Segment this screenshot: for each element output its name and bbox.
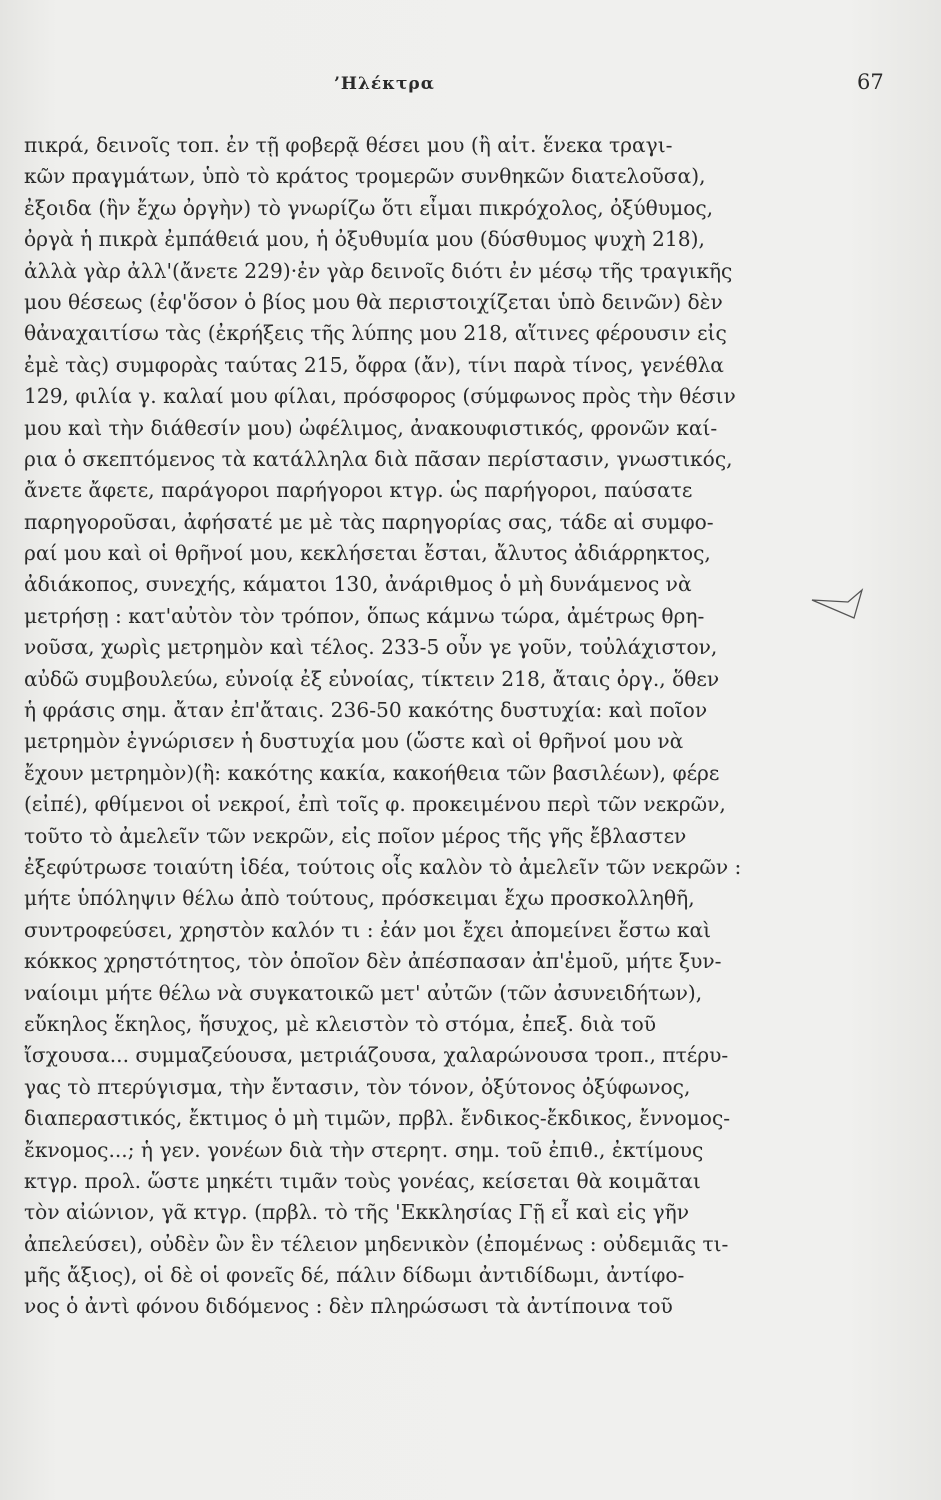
text-line: ἴσχουσα... συμμαζεύουσα, μετριάζουσα, χαλαρώνουσα τροπ., πτέρυ- — [24, 1043, 729, 1068]
text-line: (εἰπέ), φθίμενοι οἱ νεκροί, ἐπὶ τοῖς φ. προκειμένου περὶ τῶν νεκρῶν, — [24, 792, 726, 817]
text-line: ραί μου καὶ οἱ θρῆνοί μου, κεκλήσεται ἔσται, ἄλυτος ἀδιάρρηκτος, — [24, 541, 711, 566]
text-line: συντροφεύσει, χρηστὸν καλόν τι : ἐάν μοι ἔχει ἀπομείνει ἔστω καὶ — [24, 917, 712, 942]
text-line: ναίοιμι μήτε θέλω νὰ συγκατοικῶ μετ' αὐτῶν (τῶν ἀσυνειδήτων), — [24, 980, 703, 1005]
text-line: μήτε ὑπόληψιν θέλω ἀπὸ τούτους, πρόσκειμαι ἔχω προσκολληθῆ, — [24, 886, 695, 911]
text-line: ἔχουν μετρημὸν)(ἢ: κακότης κακία, κακοήθεια τῶν βασιλέων), φέρε — [24, 760, 720, 785]
text-line: νος ὁ ἀντὶ φόνου διδόμενος : δὲν πληρώσωσι τὰ ἀντίποινα τοῦ — [24, 1294, 673, 1319]
page-number: 67 — [857, 70, 884, 94]
text-line: νοῦσα, χωρὶς μετρημὸν καὶ τέλος. 233-5 οὖν γε γοῦν, τοὐλάχιστον, — [24, 635, 718, 660]
text-line: κτγρ. προλ. ὥστε μηκέτι τιμᾶν τοὺς γονέας, κείσεται θὰ κοιμᾶται — [24, 1168, 701, 1193]
text-line: ἀπελεύσει), οὐδὲν ὢν ἓν τέλειον μηδενικὸν (ἐπομένως : οὐδεμιᾶς τι- — [24, 1231, 729, 1256]
text-line: ρια ὁ σκεπτόμενος τὰ κατάλληλα διὰ πᾶσαν περίστασιν, γνωστικός, — [24, 446, 733, 471]
text-line: ἀλλὰ γὰρ ἀλλ'(ἄνετε 229)·ἐν γὰρ δεινοῖς διότι ἐν μέσῳ τῆς τραγικῆς — [24, 258, 733, 283]
text-line: ἐμὲ τὰς) συμφορὰς ταύτας 215, ὄφρα (ἄν), τίνι παρὰ τίνος, γενέθλα — [24, 352, 724, 377]
text-line: αὐδῶ συμβουλεύω, εὐνοίᾳ ἐξ εὐνοίας, τίκτειν 218, ἄταις ὀργ., ὅθεν — [24, 666, 720, 691]
text-line: ἀδιάκοπος, συνεχής, κάματοι 130, ἀνάριθμος ὁ μὴ δυνάμενος νὰ — [24, 572, 692, 597]
text-line: διαπεραστικός, ἔκτιμος ὁ μὴ τιμῶν, πρβλ. ἔνδικος-ἔκδικος, ἔννομος- — [24, 1106, 731, 1131]
text-line: ἐξεφύτρωσε τοιαύτη ἰδέα, τούτοις οἷς καλὸν τὸ ἀμελεῖν τῶν νεκρῶν : — [24, 854, 742, 879]
text-line: πικρά, δεινοῖς τοπ. ἐν τῇ φοβερᾷ θέσει μου (ἢ αἰτ. ἕνεκα τραγι- — [24, 133, 673, 157]
running-title: ’Ηλέκτρα — [334, 74, 435, 94]
pencil-mark — [810, 588, 866, 624]
text-line: ἄνετε ἄφετε, παράγοροι παρήγοροι κτγρ. ὡς παρήγοροι, παύσατε — [24, 478, 693, 503]
text-line: μῆς ἄξιος), οἱ δὲ οἱ φονεῖς δέ, πάλιν δίδωμι ἀντιδίδωμι, ἀντίφο- — [24, 1263, 685, 1288]
running-head — [0, 70, 941, 100]
text-line: θἀναχαιτίσω τὰς (ἐκρήξεις τῆς λύπης μου 218, αἵτινες φέρουσιν εἰς — [24, 321, 727, 346]
text-line: εὔκηλος ἕκηλος, ἥσυχος, μὲ κλειστὸν τὸ στόμα, ἐπεξ. διὰ τοῦ — [24, 1011, 657, 1036]
text-line: γας τὸ πτερύγισμα, τὴν ἔντασιν, τὸν τόνον, ὀξύτονος ὀξύφωνος, — [24, 1074, 691, 1099]
text-line: κῶν πραγμάτων, ὑπὸ τὸ κράτος τρομερῶν συνθηκῶν διατελοῦσα), — [24, 164, 706, 189]
text-line: ἡ φράσις σημ. ἄταν ἐπ'ἄταις. 236-50 κακότης δυστυχία: καὶ ποῖον — [24, 698, 708, 723]
text-line: ἐξοιδα (ἣν ἔχω ὀργὴν) τὸ γνωρίζω ὅτι εἶμαι πικρόχολος, ὀξύθυμος, — [24, 195, 714, 220]
text-line: παρηγοροῦσαι, ἀφήσατέ με μὲ τὰς παρηγορίας σας, τάδε αἱ συμφο- — [24, 509, 714, 534]
text-line: τοῦτο τὸ ἀμελεῖν τῶν νεκρῶν, εἰς ποῖον μέρος τῆς γῆς ἔβλαστεν — [24, 823, 687, 848]
text-line: μετρημὸν ἐγνώρισεν ἡ δυστυχία μου (ὥστε καὶ οἱ θρῆνοί μου νὰ — [24, 729, 684, 754]
text-line: ὀργὰ ἡ πικρὰ ἐμπάθειά μου, ἡ ὀξυθυμία μου (δύσθυμος ψυχὴ 218), — [24, 227, 705, 252]
text-line: τὸν αἰώνιον, γᾶ κτγρ. (πρβλ. τὸ τῆς 'Εκκλησίας Γῇ εἶ καὶ εἰς γῆν — [24, 1200, 690, 1225]
text-line: μου θέσεως (ἐφ'ὅσον ὁ βίος μου θὰ περιστοιχίζεται ὑπὸ δεινῶν) δὲν — [24, 289, 723, 314]
text-line: ἔκνομος...; ἡ γεν. γονέων διὰ τὴν στερητ. σημ. τοῦ ἐπιθ., ἐκτίμους — [24, 1137, 704, 1162]
text-line: μου καὶ τὴν διάθεσίν μου) ὠφέλιμος, ἀνακουφιστικός, φρονῶν καί- — [24, 415, 718, 440]
text-line: 129, φιλία γ. καλαί μου φίλαι, πρόσφορος (σύμφωνος πρὸς τὴν θέσιν — [24, 384, 736, 409]
text-line: κόκκος χρηστότητος, τὸν ὁποῖον δὲν ἀπέσπασαν ἀπ'ἐμοῦ, μήτε ξυν- — [24, 949, 722, 974]
text-line: μετρήσῃ : κατ'αὐτὸν τὸν τρόπον, ὅπως κάμνω τώρα, ἀμέτρως θρη- — [24, 603, 705, 628]
commentary-text — [24, 130, 794, 1323]
